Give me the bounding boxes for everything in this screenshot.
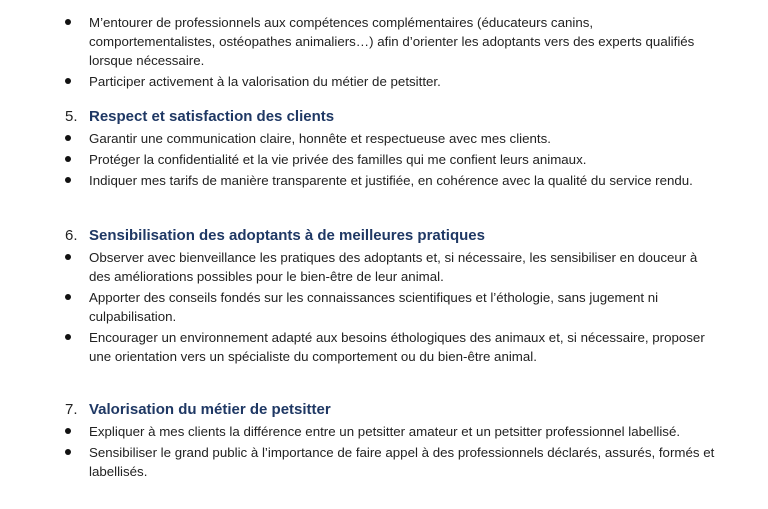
bullet-icon [65, 177, 71, 183]
list-item [0, 150, 768, 169]
section-heading [0, 106, 768, 128]
section-number: 6. [65, 227, 78, 244]
list-item [0, 422, 768, 441]
bullet-text: Sensibiliser le grand public à l’importance de faire appel à des professionnels déclarés, assurés, formés et labellisés. [89, 445, 715, 479]
section-number: 5. [65, 108, 78, 125]
list-item [0, 443, 768, 481]
intro-bullet-list [0, 13, 768, 91]
bullet-icon [65, 19, 71, 25]
list-item [0, 328, 768, 366]
list-item [0, 129, 768, 148]
bullet-icon [65, 78, 71, 84]
bullet-text: Expliquer à mes clients la différence entre un petsitter amateur et un petsitter professionnel labellisé. [89, 424, 681, 439]
section-7-bullet-list [0, 422, 768, 481]
list-item [0, 13, 768, 70]
bullet-icon [65, 254, 71, 260]
section-heading [0, 399, 768, 421]
intro-section [0, 13, 768, 93]
section-6 [0, 225, 768, 368]
list-item [0, 288, 768, 326]
section-5 [0, 106, 768, 192]
section-7 [0, 399, 768, 483]
bullet-icon [65, 135, 71, 141]
section-title: Valorisation du métier de petsitter [89, 401, 331, 418]
section-6-bullet-list [0, 248, 768, 366]
section-title: Sensibilisation des adoptants à de meilleures pratiques [89, 227, 485, 244]
bullet-icon [65, 449, 71, 455]
section-number: 7. [65, 401, 78, 418]
bullet-text: M’entourer de professionnels aux compétences complémentaires (éducateurs canins, comportementalistes, ostéopathes animaliers…) afin d’orienter les adoptants vers des experts qualifiés lorsque nécessaire. [89, 15, 695, 68]
bullet-text: Indiquer mes tarifs de manière transparente et justifiée, en cohérence avec la qualité du service rendu. [89, 173, 693, 188]
bullet-text: Participer activement à la valorisation du métier de petsitter. [89, 74, 441, 89]
bullet-icon [65, 428, 71, 434]
list-item [0, 171, 768, 190]
bullet-text: Protéger la confidentialité et la vie privée des familles qui me confient leurs animaux. [89, 152, 587, 167]
section-5-bullet-list [0, 129, 768, 190]
bullet-icon [65, 334, 71, 340]
bullet-icon [65, 156, 71, 162]
bullet-icon [65, 294, 71, 300]
section-title: Respect et satisfaction des clients [89, 108, 335, 125]
bullet-text: Observer avec bienveillance les pratiques des adoptants et, si nécessaire, les sensibiliser en douceur à des améliorations possibles pour le bien-être de leur animal. [89, 250, 698, 284]
list-item [0, 72, 768, 91]
section-heading [0, 225, 768, 247]
bullet-text: Garantir une communication claire, honnête et respectueuse avec mes clients. [89, 131, 551, 146]
list-item [0, 248, 768, 286]
bullet-text: Encourager un environnement adapté aux besoins éthologiques des animaux et, si nécessaire, proposer une orientation vers un spécialiste du comportement ou du bien-être animal. [89, 330, 705, 364]
bullet-text: Apporter des conseils fondés sur les connaissances scientifiques et l’éthologie, sans jugement ni culpabilisation. [89, 290, 659, 324]
